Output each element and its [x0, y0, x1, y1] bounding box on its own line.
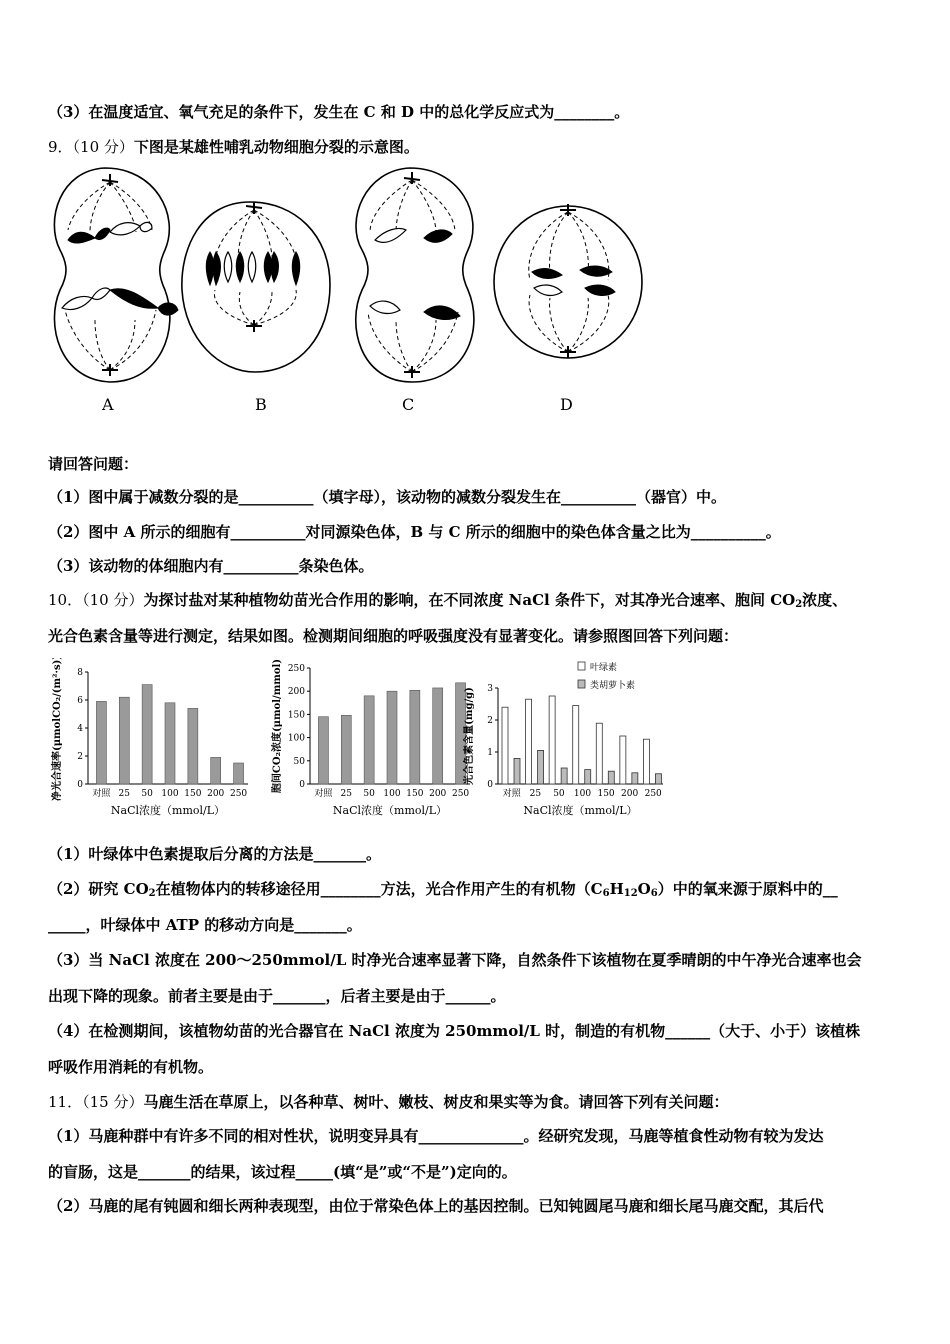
q10-stem-2: 光合色素含量等进行测定，结果如图。检测期间细胞的呼吸强度没有显著变化。请参照图回答下列问题： — [48, 627, 739, 645]
chart0-xlabel: NaCl浓度（mmol/L） — [110, 804, 226, 817]
q10-part2-d: O — [637, 880, 651, 898]
chart0-xtick-label: 50 — [141, 789, 153, 799]
chart0-ytick-label: 2 — [77, 752, 83, 762]
chart2-legend-swatch — [578, 680, 585, 688]
q11-stem — [48, 1092, 728, 1112]
chart1-bar-1 — [341, 715, 351, 784]
chart1-ytick-label: 150 — [287, 710, 305, 721]
chart2-ytick-label: 0 — [487, 780, 493, 790]
chart1-xtick-label: 50 — [363, 789, 375, 799]
q10-part2-sub4: 6 — [650, 888, 658, 899]
q10-sub: 2 — [795, 599, 803, 610]
q10-part2-a: （2）研究 CO — [48, 880, 149, 898]
q11-part1: （1）马鹿种群中有许多不同的相对性状，说明变异具有______________。经研究发现，马鹿等植食性动物有较为发达 — [48, 1127, 824, 1145]
chart2-xtick-label: 25 — [529, 789, 542, 799]
chart2-bar-类胡萝卜素-2 — [561, 768, 567, 784]
chart0-bar-0 — [96, 701, 106, 784]
q10-part2-e: ）中的氧来源于原料中的__ — [657, 880, 838, 898]
q10-part2-sub2: 6 — [602, 888, 610, 899]
chart0-bar-6 — [234, 763, 244, 784]
q10-part2-cont: _____，叶绿体中 ATP 的移动方向是_______。 — [48, 916, 362, 934]
q10-text-b: 浓度、 — [802, 591, 848, 609]
chart0-bar-2 — [142, 685, 152, 784]
chart1-ylabel: 胞间CO₂浓度(μmol/mmol) — [272, 658, 283, 794]
chart1-ytick-label: 200 — [287, 687, 305, 698]
chart2-bar-叶绿素-3 — [573, 706, 579, 784]
cell-label-b: B — [255, 395, 267, 414]
q9-stem — [48, 137, 419, 157]
chart2-bar-叶绿素-6 — [643, 739, 649, 784]
q9-part3: （3）该动物的体细胞内有__________条染色体。 — [48, 557, 374, 575]
chart2-xtick-label: 对照 — [502, 789, 521, 799]
cell-b-membrane — [182, 202, 330, 372]
cell-division-svg — [40, 160, 680, 422]
q10-part3-cont: 出现下降的现象。前者主要是由于_______，后者主要是由于______。 — [48, 987, 506, 1005]
chart2-bar-类胡萝卜素-3 — [585, 770, 591, 784]
chart0-xtick-label: 100 — [161, 789, 179, 799]
chart2-legend-label: 类胡萝卜素 — [590, 681, 636, 691]
chart0-xtick-label: 200 — [207, 789, 225, 799]
chart0-ylabel: 净光合速率(μmolCO₂/(m²·s)) — [52, 658, 63, 802]
chart2-bar-叶绿素-1 — [526, 699, 532, 784]
chart2-xtick-label: 50 — [553, 789, 565, 799]
chart2-bar-类胡萝卜素-6 — [655, 774, 661, 784]
chart0-xtick-label: 对照 — [92, 789, 111, 799]
chart0-ytick-label: 4 — [77, 724, 83, 734]
q11-part1-cont: 的盲肠，这是_______的结果，该过程_____(填“是”或“不是”)定向的。 — [48, 1163, 517, 1181]
chart2-xtick-label: 250 — [644, 789, 662, 799]
chart1-ytick-label: 50 — [293, 756, 305, 767]
chart1-ytick-label: 100 — [287, 733, 305, 744]
chart0-bar-1 — [119, 697, 129, 784]
chart2-bar-叶绿素-0 — [502, 707, 508, 784]
chart2-bar-叶绿素-2 — [549, 696, 555, 784]
q10-stem — [48, 590, 847, 610]
q10-part1: （1）叶绿体中色素提取后分离的方法是_______。 — [48, 845, 381, 863]
q10-text-a: 为探讨盐对某种植物幼苗光合作用的影响，在不同浓度 NaCl 条件下，对其净光合速率、胞间 CO — [143, 591, 796, 609]
chart0-xtick-label: 150 — [184, 789, 202, 799]
chart2-ytick-label: 3 — [487, 684, 493, 694]
q10-part2 — [48, 879, 838, 899]
charts-svg — [48, 658, 668, 826]
q10-part2-b: 在植物体内的转移途径用________方法，光合作用产生的有机物（C — [155, 880, 603, 898]
chart2-xtick-label: 100 — [573, 789, 592, 799]
cell-division-figure — [40, 160, 680, 426]
chart2-ylabel: 光合色素含量(mg/g) — [464, 687, 475, 785]
chart0-ytick-label: 6 — [77, 696, 83, 706]
chart1-xtick-label: 200 — [429, 789, 447, 799]
q10-part2-sub1: 2 — [148, 888, 156, 899]
chart2-bar-类胡萝卜素-4 — [608, 771, 614, 784]
cell-d-membrane — [494, 206, 642, 358]
chart1-xlabel: NaCl浓度（mmol/L） — [332, 804, 448, 817]
chart1-bar-3 — [387, 691, 397, 784]
q11-number: 11．（15 分） — [48, 1093, 144, 1111]
chart0-xtick-label: 250 — [229, 789, 248, 799]
chart2-xtick-label: 200 — [621, 789, 639, 799]
q10-part2-sub3: 12 — [623, 888, 638, 899]
q10-part2-c: H — [609, 880, 624, 898]
chart2-ytick-label: 1 — [487, 748, 493, 758]
charts-figure — [48, 658, 668, 830]
chart0-bar-3 — [165, 703, 175, 784]
chart2-bar-叶绿素-5 — [620, 736, 626, 784]
cell-c-membrane — [356, 168, 474, 382]
chart0-ytick-label: 8 — [77, 668, 83, 678]
cell-label-a: A — [102, 395, 114, 414]
chart1-xtick-label: 对照 — [314, 789, 333, 799]
chart2-xlabel: NaCl浓度（mmol/L） — [523, 804, 638, 817]
chart1-bar-5 — [433, 688, 443, 784]
chart2-legend-label: 叶绿素 — [590, 663, 618, 673]
chart2-ytick-label: 2 — [487, 716, 493, 726]
chart2-bar-类胡萝卜素-0 — [514, 758, 520, 784]
cell-label-c: C — [402, 395, 415, 414]
chart2-bar-类胡萝卜素-1 — [538, 750, 544, 784]
chart2-xtick-label: 150 — [597, 789, 615, 799]
q10-part4: （4）在检测期间，该植物幼苗的光合器官在 NaCl 浓度为 250mmol/L 时，制造的有机物______（大于、小于）该植株 — [48, 1022, 861, 1040]
chart1-bar-0 — [318, 717, 328, 784]
chart1-xtick-label: 25 — [340, 789, 353, 799]
q11-text: 马鹿生活在草原上，以各种草、树叶、嫩枝、树皮和果实等为食。请回答下列有关问题： — [143, 1093, 729, 1111]
chart0-bar-5 — [211, 757, 221, 784]
q9-number: 9．（10 分） — [48, 138, 134, 156]
chart0-xtick-label: 25 — [118, 789, 131, 799]
chart1-bar-4 — [410, 690, 420, 784]
chart1-xtick-label: 150 — [406, 789, 424, 799]
chart2-bar-叶绿素-4 — [596, 723, 602, 784]
q10-part4-cont: 呼吸作用消耗的有机物。 — [48, 1058, 214, 1076]
chart2-bar-类胡萝卜素-5 — [632, 773, 638, 784]
cell-label-d: D — [560, 395, 573, 414]
q11-part2: （2）马鹿的尾有钝圆和细长两种表现型，由位于常染色体上的基因控制。已知钝圆尾马鹿和细长尾马鹿交配，其后代 — [48, 1197, 824, 1215]
chart1-ytick-label: 250 — [287, 664, 305, 674]
q8-part3: （3）在温度适宜、氧气充足的条件下，发生在 C 和 D 中的总化学反应式为________。 — [48, 103, 630, 121]
q10-number: 10．（10 分） — [48, 591, 144, 609]
chart1-bar-2 — [364, 696, 374, 784]
chart2-legend-swatch — [578, 662, 585, 670]
chart1-xtick-label: 100 — [383, 789, 401, 799]
chart1-xtick-label: 250 — [451, 789, 470, 799]
q10-part3: （3）当 NaCl 浓度在 200～250mmol/L 时净光合速率显著下降，自然条件下该植物在夏季晴朗的中午净光合速率也会 — [48, 951, 862, 969]
chart1-ytick-label: 0 — [299, 780, 305, 790]
q9-text: 下图是某雄性哺乳动物细胞分裂的示意图。 — [133, 138, 419, 156]
chart0-ytick-label: 0 — [77, 780, 83, 790]
answer-prompt: 请回答问题： — [48, 455, 139, 473]
q9-part2: （2）图中 A 所示的细胞有__________对同源染色体，B 与 C 所示的细胞中的染色体含量之比为__________。 — [48, 523, 781, 541]
cell-a-membrane — [54, 168, 169, 382]
chart0-bar-4 — [188, 708, 198, 784]
q9-part1: （1）图中属于减数分裂的是__________（填字母），该动物的减数分裂发生在__________（器官）中。 — [48, 488, 726, 506]
